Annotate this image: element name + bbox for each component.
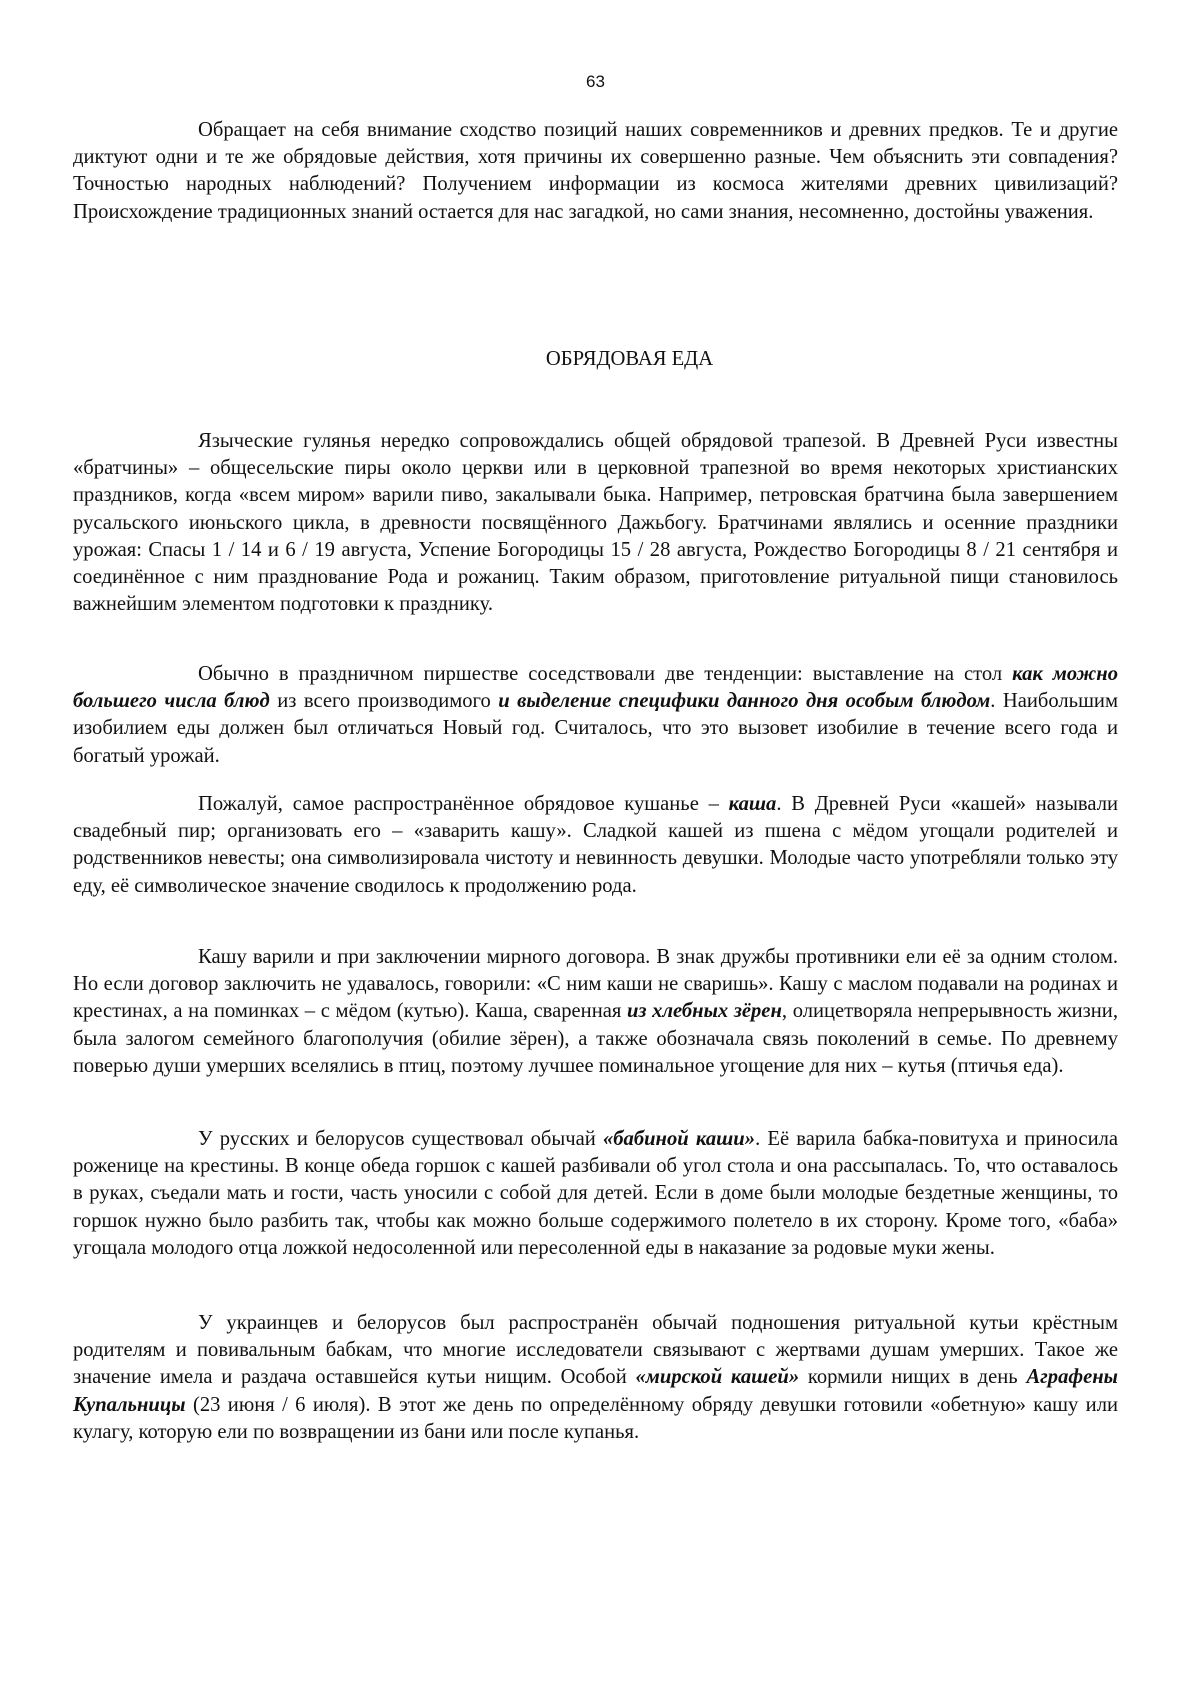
paragraph-text: , олицетворяла непрерывность жизни, была залогом семейного благополучия (обилие зёрен), а также обозначала связь поколений в семье. По древнему поверью души умерших вселялись в птиц, поэтому лучшее поминальное угощение для них – кутья (птичья еда). <box>73 1000 1118 1077</box>
section-title: ОБРЯДОВАЯ ЕДА <box>545 348 714 370</box>
paragraph-text: кормили нищих в день <box>799 1366 1027 1389</box>
paragraph-feast-tendencies <box>73 661 1118 770</box>
paragraph-babina-kasha <box>73 1126 1118 1262</box>
paragraph-text: . Её варила бабка-повитуха и приносила роженице на крестины. В конце обеда горшок с кашей разбивали об угол стола и она рассыпалась. То, что оставалось в руках, съедали мать и гости, часть уносили с собой для детей. Если в доме были молодые бездетные женщины, то горшок нужно было разбить так, чтобы как можно больше содержимого полетело в их сторону. Кроме того, «баба» угощала молодого отца ложкой недосоленной или пересоленной еды в наказание за родовые муки жены. <box>73 1128 1119 1259</box>
paragraph-text: У русских и белорусов существовал обычай <box>198 1128 603 1150</box>
intro-paragraph: Обращает на себя внимание сходство позиций наших современников и древних предков. Те и другие диктуют одни и те же обрядовые действия, хотя причины их совершенно разные. Чем объяснить эти совпадения? Точностью народных наблюдений? Получением информации из космоса жителями древних цивилизаций? Происхождение традиционных знаний остается для нас загадкой, но сами знания, несомненно, достойны уважения. <box>73 119 1118 223</box>
emphasis-text: Аграфены Купальницы <box>73 1366 1118 1416</box>
emphasis-text: как можно большего числа блюд <box>73 663 1118 713</box>
paragraph-text: Кашу варили и при заключении мирного договора. В знак дружбы противники ели её за одним столом. Но если договор заключить не удавалось, говорили: «С ним каши не сваришь». Кашу с маслом подавали на родинах и крестинах, а на поминках – с мёдом (кутью). Каша, сваренная <box>73 946 1118 1023</box>
paragraph-text: . Наибольшим изобилием еды должен был отличаться Новый год. Считалось, что это вызовет изобилие в течение всего года и богатый урожай. <box>73 690 1118 767</box>
paragraph-text: из всего производимого <box>269 690 499 713</box>
paragraph-text: . В Древней Руси «кашей» называли свадебный пир; организовать его – «заварить кашу». Сладкой кашей из пшена с мёдом угощали родителей и родственников невесты; она символизировала чистоту и невинность девушки. Молодые часто употребляли только эту еду, её символическое значение сводилось к продолжению рода. <box>73 793 1118 897</box>
paragraph-text: Пожалуй, самое распространённое обрядовое кушанье – <box>198 793 729 815</box>
emphasis-text: каша <box>728 793 777 815</box>
paragraph-text: (23 июня / 6 июля). В этот же день по определённому обряду девушки готовили «обетную» кашу или кулагу, которую ели по возвращении из бани или после купанья. <box>73 1393 1118 1443</box>
paragraph-kutya <box>73 1310 1118 1446</box>
paragraph-bratchiny: Языческие гулянья нередко сопровождались общей обрядовой трапезой. В Древней Руси известны «братчины» – общесельские пиры около церкви или в церковной трапезной во время некоторых христианских праздников, когда «всем миром» варили пиво, закалывали быка. Например, петровская братчина была завершением русальского июньского цикла, в древности посвящённого Дажьбогу. Братчинами являлись и осенние праздники урожая: Спасы 1 / 14 и 6 / 19 августа, Успение Богородицы 15 / 28 августа, Рождество Богородицы 8 / 21 сентября и соединённое с ним празднование Рода и рожаниц. Таким образом, приготовление ритуальной пищи становилось важнейшим элементом подготовки к празднику. <box>73 430 1118 616</box>
emphasis-text: «мирской кашей» <box>635 1366 800 1389</box>
emphasis-text: из хлебных зёрен <box>627 1000 782 1023</box>
paragraph-kasha <box>73 791 1118 900</box>
emphasis-text: и выделение специфики данного дня особым блюдом <box>498 690 991 713</box>
paragraph-text: У украинцев и белорусов был распространён обычай подношения ритуальной кутьи крёстным родителям и повивальным бабкам, что многие исследователи связывают с жертвами душам умерших. Такое же значение имела и раздача оставшейся кутьи нищим. Особой <box>73 1312 1118 1389</box>
emphasis-text: «бабиной каши» <box>602 1128 756 1150</box>
page-number: 63 <box>586 72 605 91</box>
paragraph-text: Обычно в праздничном пиршестве соседствовали две тенденции: выставление на стол <box>198 663 1013 685</box>
paragraph-peace-treaty <box>73 944 1118 1080</box>
